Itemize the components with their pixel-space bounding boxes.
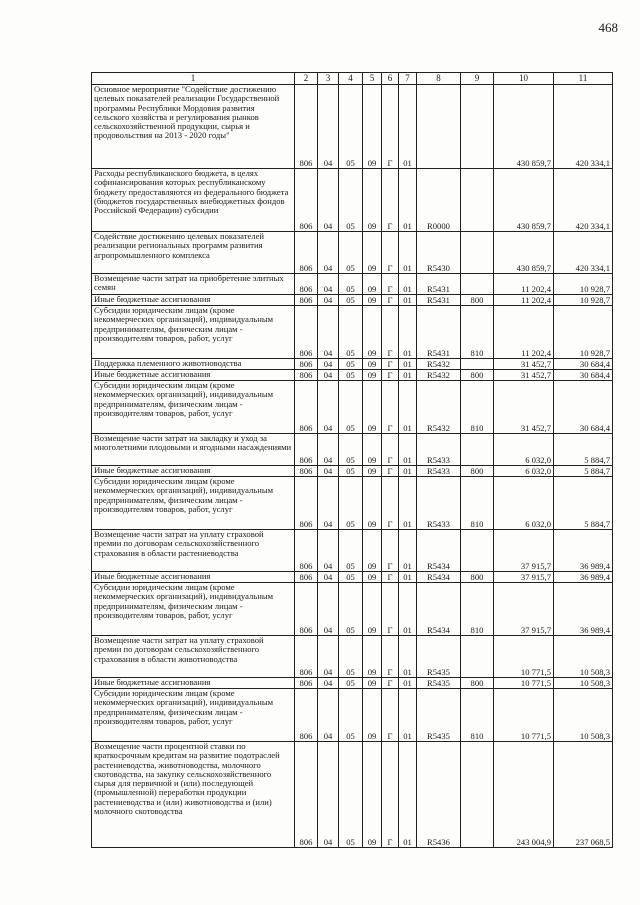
cell-c2: 806 (295, 274, 318, 295)
cell-c7: 01 (399, 306, 417, 359)
cell-c6: Г (382, 689, 399, 742)
cell-c6: Г (382, 169, 399, 232)
cell-c9: 800 (461, 466, 494, 477)
row-description: Субсидии юридическим лицам (кроме некоммерческих организаций), индивидуальным предпринимателям, физическим лицам - производителям товаров, работ, услуг (92, 306, 295, 359)
cell-c10: 11 202,4 (494, 274, 554, 295)
cell-c3: 04 (318, 477, 339, 530)
cell-c7: 01 (399, 689, 417, 742)
row-description: Возмещение части затрат на уплату страховой премии по договорам сельскохозяйственного страхования в области животноводства (92, 636, 295, 678)
row-description: Иные бюджетные ассигнования (92, 370, 295, 381)
cell-c10: 11 202,4 (494, 306, 554, 359)
cell-c9 (461, 359, 494, 370)
table-row (92, 370, 613, 381)
cell-c3: 04 (318, 381, 339, 434)
cell-c2: 806 (295, 381, 318, 434)
cell-c6: Г (382, 434, 399, 466)
cell-c7: 01 (399, 232, 417, 274)
cell-c4: 05 (339, 530, 363, 572)
row-description: Возмещение части затрат на закладку и уход за многолетними плодовыми и ягодными насаждениями (92, 434, 295, 466)
cell-c5: 09 (363, 169, 382, 232)
budget-table (91, 72, 613, 848)
cell-c3: 04 (318, 689, 339, 742)
col-header: 1 (92, 73, 295, 85)
page-number: 468 (598, 20, 618, 35)
cell-c11: 30 684,4 (554, 370, 613, 381)
cell-c9 (461, 85, 494, 169)
cell-c8: R5435 (417, 636, 461, 678)
cell-c7: 01 (399, 85, 417, 169)
col-header: 8 (417, 73, 461, 85)
row-description: Субсидии юридическим лицам (кроме некоммерческих организаций), индивидуальным предпринимателям, физическим лицам - производителям товаров, работ, услуг (92, 477, 295, 530)
cell-c2: 806 (295, 306, 318, 359)
cell-c5: 09 (363, 530, 382, 572)
table-row (92, 381, 613, 434)
table-row (92, 306, 613, 359)
cell-c11: 5 884,7 (554, 466, 613, 477)
cell-c2: 806 (295, 742, 318, 848)
cell-c10: 37 915,7 (494, 530, 554, 572)
cell-c4: 05 (339, 295, 363, 306)
header-row (92, 73, 613, 85)
cell-c6: Г (382, 232, 399, 274)
cell-c4: 05 (339, 434, 363, 466)
cell-c5: 09 (363, 678, 382, 689)
cell-c4: 05 (339, 85, 363, 169)
cell-c11: 420 334,1 (554, 232, 613, 274)
cell-c11: 30 684,4 (554, 359, 613, 370)
cell-c11: 36 989,4 (554, 530, 613, 572)
cell-c2: 806 (295, 530, 318, 572)
cell-c4: 05 (339, 742, 363, 848)
cell-c5: 09 (363, 572, 382, 583)
cell-c6: Г (382, 359, 399, 370)
cell-c3: 04 (318, 466, 339, 477)
cell-c7: 01 (399, 295, 417, 306)
cell-c10: 37 915,7 (494, 583, 554, 636)
cell-c8: R5432 (417, 370, 461, 381)
cell-c5: 09 (363, 85, 382, 169)
cell-c7: 01 (399, 466, 417, 477)
cell-c2: 806 (295, 434, 318, 466)
cell-c2: 806 (295, 466, 318, 477)
cell-c10: 10 771,5 (494, 636, 554, 678)
cell-c9: 810 (461, 306, 494, 359)
cell-c8: R5431 (417, 295, 461, 306)
table-row (92, 232, 613, 274)
cell-c2: 806 (295, 169, 318, 232)
cell-c10: 430 859,7 (494, 232, 554, 274)
cell-c5: 09 (363, 381, 382, 434)
cell-c11: 5 884,7 (554, 434, 613, 466)
cell-c6: Г (382, 530, 399, 572)
cell-c3: 04 (318, 678, 339, 689)
cell-c7: 01 (399, 636, 417, 678)
cell-c11: 10 928,7 (554, 274, 613, 295)
col-header: 3 (318, 73, 339, 85)
cell-c11: 420 334,1 (554, 169, 613, 232)
cell-c8: R5434 (417, 530, 461, 572)
cell-c5: 09 (363, 274, 382, 295)
cell-c7: 01 (399, 742, 417, 848)
cell-c4: 05 (339, 169, 363, 232)
cell-c5: 09 (363, 370, 382, 381)
row-description: Субсидии юридическим лицам (кроме некоммерческих организаций), индивидуальным предпринимателям, физическим лицам - производителям товаров, работ, услуг (92, 689, 295, 742)
cell-c5: 09 (363, 583, 382, 636)
cell-c9: 800 (461, 572, 494, 583)
cell-c6: Г (382, 572, 399, 583)
cell-c10: 430 859,7 (494, 169, 554, 232)
cell-c7: 01 (399, 530, 417, 572)
cell-c5: 09 (363, 636, 382, 678)
cell-c2: 806 (295, 572, 318, 583)
cell-c11: 36 989,4 (554, 583, 613, 636)
table-row (92, 530, 613, 572)
cell-c6: Г (382, 274, 399, 295)
row-description: Содействие достижению целевых показателей реализации региональных программ развития агропромышленного комплекса (92, 232, 295, 274)
table-row (92, 434, 613, 466)
cell-c11: 36 989,4 (554, 572, 613, 583)
cell-c6: Г (382, 295, 399, 306)
cell-c5: 09 (363, 232, 382, 274)
table-row (92, 169, 613, 232)
cell-c11: 10 508,3 (554, 636, 613, 678)
cell-c8: R5431 (417, 274, 461, 295)
cell-c6: Г (382, 477, 399, 530)
cell-c2: 806 (295, 85, 318, 169)
cell-c7: 01 (399, 359, 417, 370)
cell-c3: 04 (318, 434, 339, 466)
cell-c8: R5436 (417, 742, 461, 848)
cell-c9: 800 (461, 370, 494, 381)
cell-c3: 04 (318, 583, 339, 636)
cell-c9 (461, 742, 494, 848)
table-row (92, 636, 613, 678)
cell-c8: R5433 (417, 477, 461, 530)
cell-c6: Г (382, 583, 399, 636)
row-description: Иные бюджетные ассигнования (92, 295, 295, 306)
cell-c5: 09 (363, 306, 382, 359)
cell-c10: 10 771,5 (494, 689, 554, 742)
table-row (92, 85, 613, 169)
cell-c3: 04 (318, 169, 339, 232)
cell-c5: 09 (363, 742, 382, 848)
row-description: Возмещение части процентной ставки по краткосрочным кредитам на развитие подотраслей растениеводства, животноводства, молочного скотоводства, на закупку сельскохозяйственного сырья для первичной и (или) последующей (промышленной) переработки продукции растениеводства и (или) животноводства и (или) молочного скотоводства (92, 742, 295, 848)
cell-c9: 810 (461, 477, 494, 530)
cell-c10: 31 452,7 (494, 359, 554, 370)
cell-c7: 01 (399, 274, 417, 295)
cell-c7: 01 (399, 583, 417, 636)
cell-c11: 10 928,7 (554, 306, 613, 359)
cell-c3: 04 (318, 274, 339, 295)
cell-c8 (417, 85, 461, 169)
cell-c9: 810 (461, 381, 494, 434)
row-description: Иные бюджетные ассигнования (92, 572, 295, 583)
cell-c4: 05 (339, 689, 363, 742)
cell-c7: 01 (399, 381, 417, 434)
cell-c6: Г (382, 306, 399, 359)
cell-c2: 806 (295, 678, 318, 689)
cell-c7: 01 (399, 678, 417, 689)
cell-c6: Г (382, 636, 399, 678)
cell-c3: 04 (318, 742, 339, 848)
row-description: Иные бюджетные ассигнования (92, 466, 295, 477)
table-row (92, 477, 613, 530)
cell-c3: 04 (318, 306, 339, 359)
row-description: Основное мероприятие "Содействие достижению целевых показателей реализации Государственной программы Республики Мордовия развития сельского хозяйства и регулирования рынков сельскохозяйственной продукции, сырья и продовольствия на 2013 - 2020 годы" (92, 85, 295, 169)
cell-c2: 806 (295, 295, 318, 306)
cell-c10: 37 915,7 (494, 572, 554, 583)
cell-c6: Г (382, 466, 399, 477)
col-header: 7 (399, 73, 417, 85)
col-header: 2 (295, 73, 318, 85)
table-row (92, 466, 613, 477)
cell-c9: 800 (461, 678, 494, 689)
cell-c10: 243 004,9 (494, 742, 554, 848)
row-description: Субсидии юридическим лицам (кроме некоммерческих организаций), индивидуальным предпринимателям, физическим лицам - производителям товаров, работ, услуг (92, 583, 295, 636)
col-header: 6 (382, 73, 399, 85)
table-row (92, 678, 613, 689)
cell-c4: 05 (339, 306, 363, 359)
table-row (92, 572, 613, 583)
cell-c10: 6 032,0 (494, 466, 554, 477)
cell-c8: R5433 (417, 466, 461, 477)
cell-c2: 806 (295, 689, 318, 742)
cell-c3: 04 (318, 636, 339, 678)
row-description: Расходы республиканского бюджета, в целях софинансирования которых республиканскому бюджету предоставляются из федерального бюджета (бюджетов государственных внебюджетных фондов Российской Федерации) субсидии (92, 169, 295, 232)
cell-c8: R5433 (417, 434, 461, 466)
col-header: 11 (554, 73, 613, 85)
cell-c8: R5432 (417, 359, 461, 370)
cell-c7: 01 (399, 477, 417, 530)
cell-c5: 09 (363, 295, 382, 306)
cell-c7: 01 (399, 434, 417, 466)
cell-c4: 05 (339, 274, 363, 295)
cell-c3: 04 (318, 232, 339, 274)
cell-c2: 806 (295, 370, 318, 381)
cell-c10: 6 032,0 (494, 477, 554, 530)
cell-c11: 237 068,5 (554, 742, 613, 848)
cell-c4: 05 (339, 583, 363, 636)
cell-c5: 09 (363, 434, 382, 466)
cell-c10: 6 032,0 (494, 434, 554, 466)
cell-c4: 05 (339, 466, 363, 477)
row-description: Поддержка племенного животноводства (92, 359, 295, 370)
cell-c6: Г (382, 370, 399, 381)
cell-c8: R5434 (417, 572, 461, 583)
cell-c9 (461, 434, 494, 466)
cell-c8: R5435 (417, 678, 461, 689)
cell-c9 (461, 274, 494, 295)
cell-c3: 04 (318, 370, 339, 381)
cell-c2: 806 (295, 232, 318, 274)
cell-c11: 420 334,1 (554, 85, 613, 169)
cell-c8: R5430 (417, 232, 461, 274)
cell-c4: 05 (339, 381, 363, 434)
cell-c10: 430 859,7 (494, 85, 554, 169)
cell-c6: Г (382, 381, 399, 434)
cell-c3: 04 (318, 530, 339, 572)
cell-c4: 05 (339, 359, 363, 370)
cell-c3: 04 (318, 85, 339, 169)
row-description: Возмещение части затрат на уплату страховой премии по договорам сельскохозяйственного страхования в области растениеводства (92, 530, 295, 572)
cell-c4: 05 (339, 370, 363, 381)
cell-c8: R5431 (417, 306, 461, 359)
cell-c10: 10 771,5 (494, 678, 554, 689)
cell-c11: 10 928,7 (554, 295, 613, 306)
cell-c3: 04 (318, 572, 339, 583)
cell-c5: 09 (363, 477, 382, 530)
cell-c9: 800 (461, 295, 494, 306)
table-row (92, 359, 613, 370)
cell-c11: 30 684,4 (554, 381, 613, 434)
cell-c9 (461, 232, 494, 274)
cell-c6: Г (382, 85, 399, 169)
cell-c4: 05 (339, 636, 363, 678)
cell-c6: Г (382, 742, 399, 848)
cell-c2: 806 (295, 477, 318, 530)
cell-c5: 09 (363, 359, 382, 370)
cell-c3: 04 (318, 359, 339, 370)
col-header: 5 (363, 73, 382, 85)
cell-c9: 810 (461, 583, 494, 636)
cell-c4: 05 (339, 678, 363, 689)
cell-c8: R0000 (417, 169, 461, 232)
table-row (92, 689, 613, 742)
cell-c4: 05 (339, 477, 363, 530)
cell-c11: 10 508,3 (554, 689, 613, 742)
cell-c5: 09 (363, 689, 382, 742)
col-header: 9 (461, 73, 494, 85)
cell-c2: 806 (295, 359, 318, 370)
row-description: Иные бюджетные ассигнования (92, 678, 295, 689)
table-row (92, 295, 613, 306)
cell-c10: 31 452,7 (494, 370, 554, 381)
row-description: Субсидии юридическим лицам (кроме некоммерческих организаций), индивидуальным предпринимателям, физическим лицам - производителям товаров, работ, услуг (92, 381, 295, 434)
cell-c11: 10 508,3 (554, 678, 613, 689)
row-description: Возмещение части затрат на приобретение элитных семян (92, 274, 295, 295)
cell-c6: Г (382, 678, 399, 689)
table-row (92, 583, 613, 636)
cell-c8: R5432 (417, 381, 461, 434)
cell-c8: R5434 (417, 583, 461, 636)
cell-c8: R5435 (417, 689, 461, 742)
col-header: 10 (494, 73, 554, 85)
cell-c2: 806 (295, 636, 318, 678)
cell-c7: 01 (399, 370, 417, 381)
cell-c4: 05 (339, 232, 363, 274)
table-row (92, 274, 613, 295)
cell-c9: 810 (461, 689, 494, 742)
cell-c9 (461, 530, 494, 572)
cell-c10: 31 452,7 (494, 381, 554, 434)
cell-c2: 806 (295, 583, 318, 636)
cell-c4: 05 (339, 572, 363, 583)
cell-c10: 11 202,4 (494, 295, 554, 306)
cell-c9 (461, 636, 494, 678)
cell-c9 (461, 169, 494, 232)
cell-c11: 5 884,7 (554, 477, 613, 530)
col-header: 4 (339, 73, 363, 85)
cell-c3: 04 (318, 295, 339, 306)
cell-c5: 09 (363, 466, 382, 477)
table-row (92, 742, 613, 848)
cell-c7: 01 (399, 169, 417, 232)
cell-c7: 01 (399, 572, 417, 583)
